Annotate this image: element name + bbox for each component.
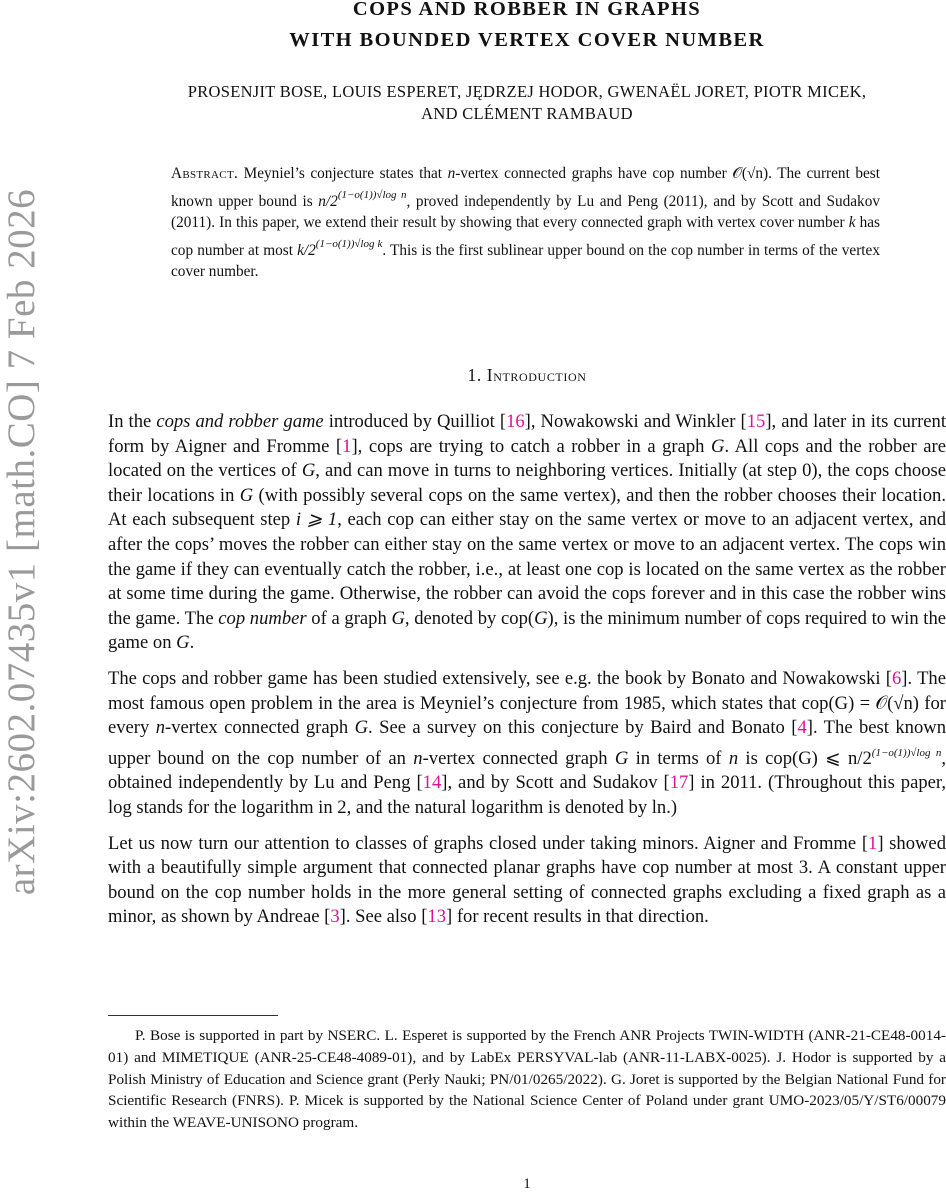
citation-link[interactable]: 4 [797,717,807,739]
paragraph-1: In the cops and robber game introduced by Quilliot [16], Nowakowski and Winkler [15], and later in its current form by Aigner and Fromme [1], cops are trying to catch a robber in a graph G. All cops and the robber are located on the vertices of G, and can move in turns to neighboring vertices. Initially (at step 0), the cops choose their locations in G (with possibly several cops on the same vertex), and then the robber chooses their location. At each subsequent step i ⩾ 1, each cop can either stay on the same vertex or move to an adjacent vertex, and after the cops’ moves the robber can either stay on the same vertex or move to an adjacent vertex. The cops win the game if they can eventually catch the robber, i.e., at least one cop is located on the same vertex as the robber at some time during the game. Otherwise, the robber can avoid the cops forever and in this case the robber wins the game. The cop number of a graph G, denoted by cop(G), is the minimum number of cops required to win the game on G. [108,411,946,654]
section-title: Introduction [486,365,587,385]
paragraph-2: The cops and robber game has been studied extensively, see e.g. the book by Bonato and Nowakowski [6]. The most famous open problem in the area is Meyniel’s conjecture from 1985, which states that cop(G) = 𝒪(√n) for every n-vertex connected graph G. See a survey on this conjecture by Baird and Bonato [4]. The best known upper bound on the cop number of an n-vertex connected graph G in terms of n is cop(G) ⩽ $n/2^{(1-o(1))√log n}$, obtained independently by Lu and Peng [14], and by Scott and Sudakov [17] in 2011. (Throughout this paper, log stands for the logarithm in 2, and the natural logarithm is denoted by ln.) [108,667,946,818]
citation-link[interactable]: 1 [342,435,352,457]
abstract [171,163,880,283]
math-exponent: (1−o(1))√log k [315,237,383,250]
body-text [108,410,946,941]
abstract-label: Abstract. [171,165,239,182]
paper-title [108,0,946,56]
abstract-text: . This is the first sublinear upper bound on the cop number in terms of the vertex cover number. [171,241,880,280]
citation-link[interactable]: 14 [422,772,442,794]
math-bound: n/2 [318,192,338,210]
citation-link[interactable]: 1 [868,832,878,854]
page-number: 1 [523,1176,531,1192]
math-expression: cop(G) ⩽ n/2 [765,747,872,769]
footnote-divider [108,1015,278,1016]
author-list [108,81,946,125]
abstract-text: -vertex connected graphs have cop number [455,165,733,182]
paragraph-3: Let us now turn our attention to classes of graphs closed under taking minors. Aigner and Fromme [1] showed with a beautifully simple argument that connected planar graphs have cop number at most 3. A constant upper bound on the cop number holds in the more general setting of connected graphs excluding a fixed graph as a minor, as shown by Andreae [3]. See also [13] for recent results in that direction. [108,832,946,928]
abstract-text: Meyniel’s conjecture states that [238,165,448,182]
title-line-2: WITH BOUNDED VERTEX COVER NUMBER [289,29,765,51]
emphasis: cop number [218,607,307,629]
math-k-bound: k/2 [297,241,316,259]
arxiv-identifier-stamp: arXiv:2602.07435v1 [math.CO] 7 Feb 2026 [0,188,43,896]
math-exponent: (1−o(1))√log n [337,188,407,201]
math-big-o: 𝒪(√n) [732,165,769,182]
abstract-text: . The current best known upper bound is [171,165,880,210]
math-k: k [848,214,856,231]
section-number: 1. [467,365,482,385]
emphasis: cops and robber game [156,411,324,432]
title-line-1: COPS AND ROBBER IN GRAPHS [352,0,702,20]
funding-footnote: P. Bose is supported in part by NSERC. L. Esperet is supported by the French ANR Projects TWIN-WIDTH (ANR-21-CE48-0014-01) and MIMETIQUE (ANR-25-CE48-4089-01), and by LabEx PERSYVAL-lab (ANR-11-LABX-0025). J. Hodor is supported by a Polish Ministry of Education and Science grant (Perły Nauki; PN/01/0265/2022). G. Joret is supported by the Belgian National Fund for Scientific Research (FNRS). P. Micek is supported by the National Science Center of Poland under grant UMO-2023/05/Y/ST6/00079 within the WEAVE-UNISONO program. [108,1027,946,1132]
citation-link[interactable]: 6 [892,667,902,689]
abstract-text: , proved independently by Lu and Peng (2011), and by Scott and Sudakov (2011). In this paper, we extend their result by showing that every connected graph with vertex cover number [171,192,881,231]
authors-line-2: AND CLÉMENT RAMBAUD [421,104,633,123]
citation-link[interactable]: 16 [506,411,525,432]
citation-link[interactable]: 17 [669,772,689,794]
abstract-text: has cop number at most [171,214,880,259]
section-heading [108,365,946,386]
citation-link[interactable]: 15 [746,411,766,432]
math-n: n [447,165,456,182]
citation-link[interactable]: 3 [330,906,340,928]
math-exponent: (1−o(1))√log n [871,746,942,759]
authors-line-1: PROSENJIT BOSE, LOUIS ESPERET, JĘDRZEJ HODOR, GWENAËL JORET, PIOTR MICEK, [187,82,867,101]
math-expression: cop(G) = 𝒪(√n) [801,692,919,714]
citation-link[interactable]: 13 [427,906,447,928]
